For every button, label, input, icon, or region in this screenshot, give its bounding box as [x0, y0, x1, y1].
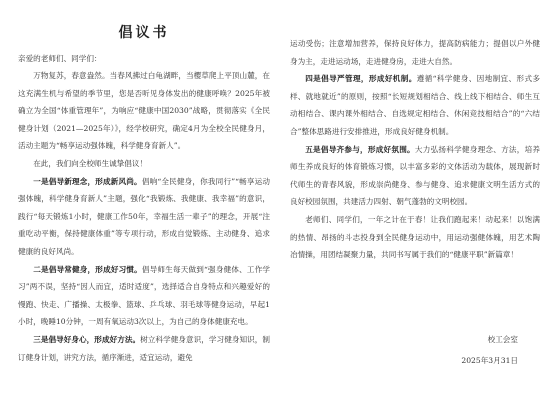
- paragraph-point-1: [18, 173, 270, 261]
- point-heading: 三是倡导好身心，形成好方法。: [33, 334, 141, 344]
- paragraph-intro: [18, 67, 270, 155]
- greeting: 亲爱的老师们、同学们：: [18, 54, 102, 63]
- paragraph-point-4: [290, 70, 540, 140]
- paragraph-point-2: [18, 261, 270, 331]
- signature-date: 2025年3月31日: [461, 356, 518, 365]
- signature-org: 校工会室: [487, 335, 518, 344]
- paragraph-text: 树立科学健身意识，学习健身知识，制订健身计划，讲究方法，循序渐进，适宜运动，避免: [18, 334, 270, 362]
- paragraph-text: 倡导师生每天做到“强身健体、工作学习”两不误，坚持“因人而宜，适时适度”，选择适合自身特点和兴趣爱好的慢跑、快走、广播操、太极拳、篮球、乒乓球、羽毛球等健身运动，早起1小时，晚睡10分钟，一周有氧运动3次以上，为自己的身体健康充电。: [18, 264, 270, 327]
- paragraph-call: [18, 155, 270, 173]
- paragraph-text: 在此，我们向全校师生诚挚倡议！: [33, 158, 148, 168]
- paragraph-text: 运动受伤；注意增加营养，保持良好体力，提高防病能力；提倡以户外健身为主，走进运动场，走进健身房，走进大自然。: [290, 39, 540, 66]
- paragraph-text: 万物复苏，春意盎然。当春风拂过白龟湖畔，当樱草爬上平顶山麓，在这充满生机与希望的季节里，您是否听见身体发出的健康呼唤？2025年被确立为全国“体重管理年”，为响应“健康中国2030”战略，贯彻落实《全民健身计划（2021—2025年）》，经学校研究，确定4月为全校全民健身月，活动主题为“畅享运动强体魄，科学健身育新人”。: [18, 71, 270, 151]
- point-heading: 四是倡导严管理，形成好机制。: [305, 74, 417, 84]
- paragraph-closing: [290, 211, 540, 264]
- paragraph-text: 大力弘扬科学健身理念、方法，培养师生养成良好的体育锻炼习惯，以丰富多彩的文体活动为载体，展现新时代师生的青春风貌，形成崇尚健身、参与健身、追求健康文明生活方式的良好校园氛围，共建活力四射、朝气蓬勃的文明校园。: [290, 144, 541, 207]
- left-body: [18, 67, 270, 366]
- paragraph-text: 老师们、同学们，一年之计在于春！让我们跑起来！动起来！以饱满的热情、昂扬的斗志投身到全民健身运动中，用运动强健体魄，用艺术陶冶情操，用团结凝聚力量，共同书写属于我们的“健康平职”新篇章！: [290, 214, 540, 260]
- page-title: 倡议书: [118, 25, 170, 41]
- paragraph-point-3: [18, 331, 270, 366]
- point-heading: 一是倡导新理念，形成新风尚。: [33, 176, 142, 186]
- paragraph-continued: [290, 35, 540, 70]
- point-heading: 二是倡导常健身，形成好习惯。: [33, 264, 142, 274]
- point-heading: 五是倡导齐参与，形成好氛围。: [305, 144, 415, 154]
- paragraph-text: 遵循“科学健身、因地制宜、形式多样、就地就近”的原则，按照“长短规划相结合、线上线下相结合、师生互动相结合、课内课外相结合、自选规定相结合、休闲竞技相结合”的“六结合”整体思路进行安排推进，形成良好健身机制。: [290, 74, 540, 136]
- paragraph-point-5: [290, 141, 540, 211]
- right-body: [290, 35, 540, 264]
- paragraph-text: 倡响“全民健身，你我同行”“畅享运动强体魄，科学健身育新人”主题，强化“我锻炼、我健康、我幸福”的意识，践行“每天锻炼1小时，健康工作50年，幸福生活一辈子”的理念，开展“注重吃动平衡，保持健康体重”等专项行动，形成自觉锻炼、主动健身、追求健康的良好风尚。: [18, 176, 270, 256]
